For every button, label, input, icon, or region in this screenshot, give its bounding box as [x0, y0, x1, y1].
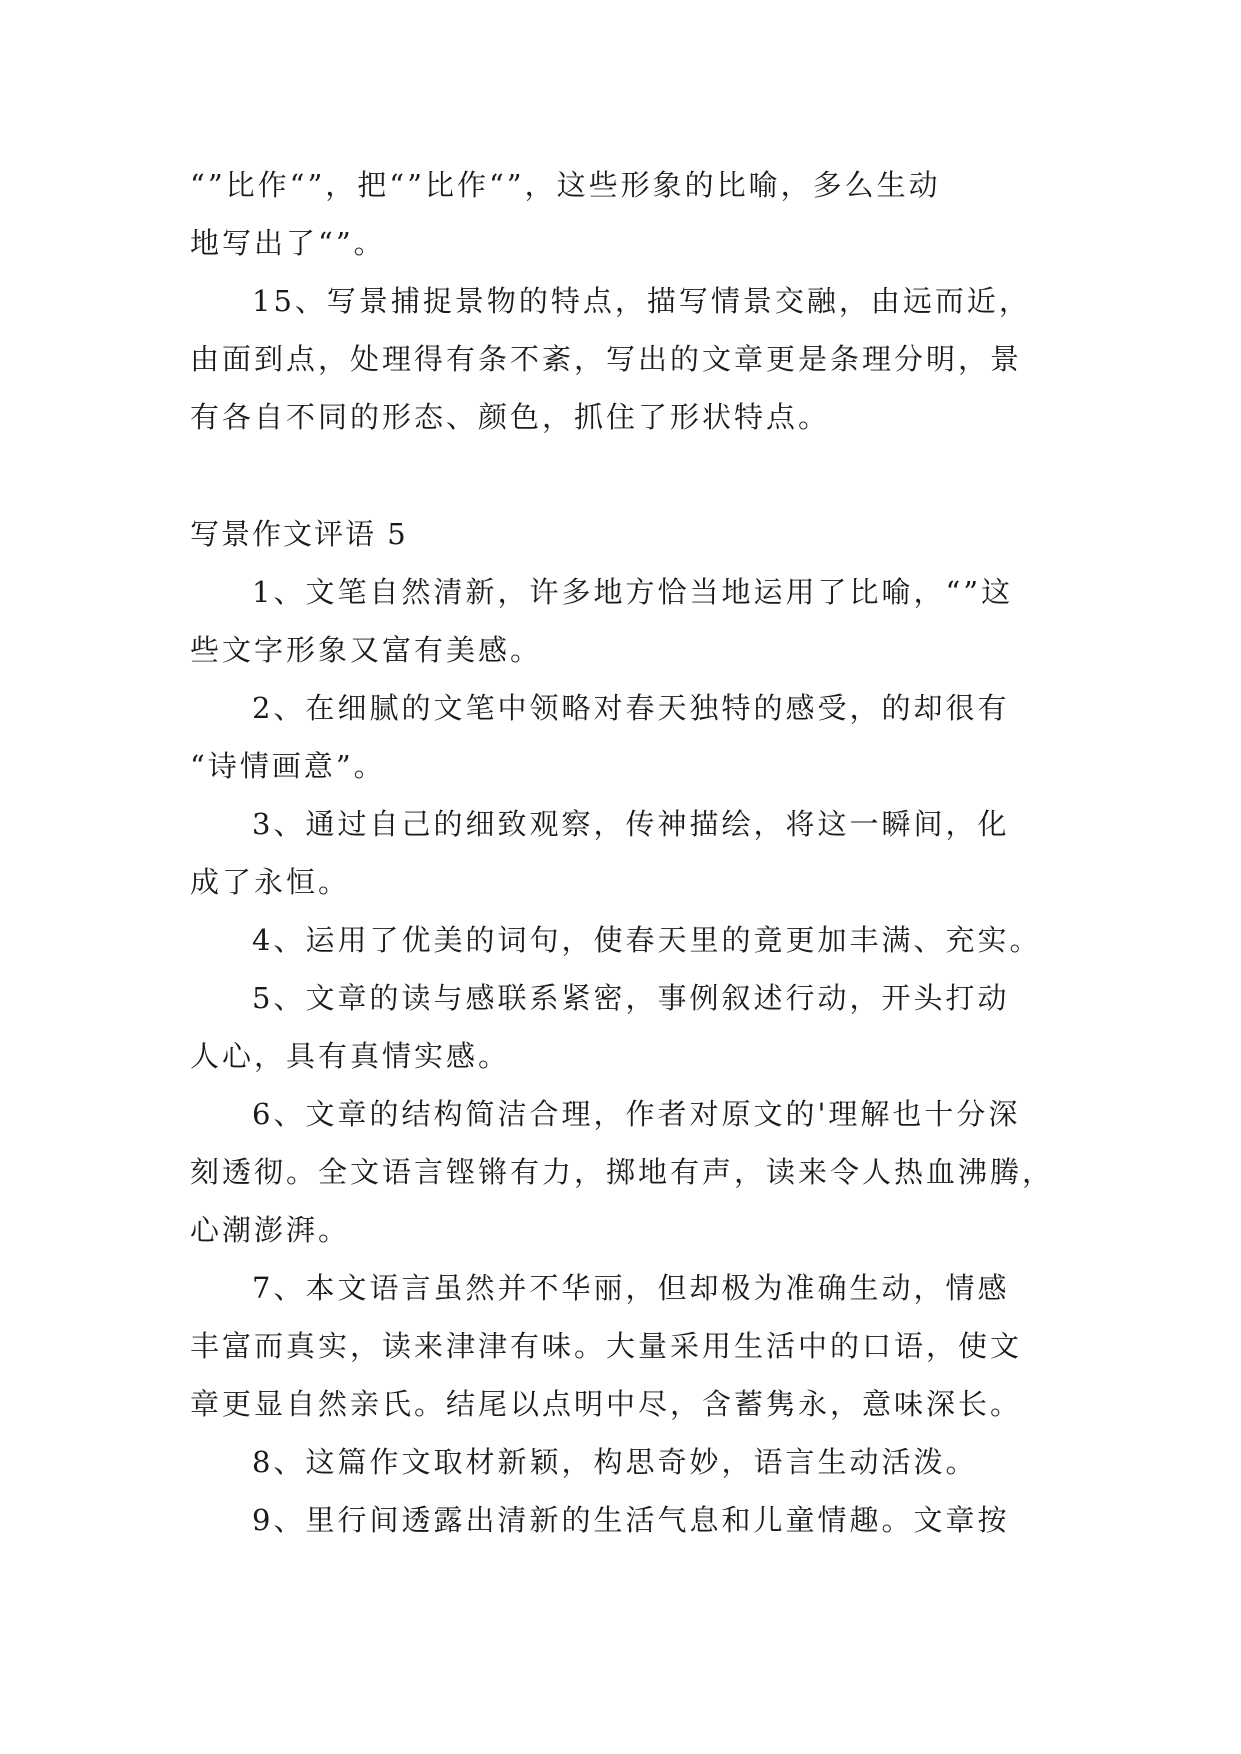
- text-line: 7、本文语言虽然并不华丽，但却极为准确生动，情感: [252, 1271, 1010, 1305]
- paragraph-item-4: [190, 911, 1070, 969]
- text-line: 丰富而真实，读来津津有味。大量采用生活中的口语，使文: [190, 1329, 1023, 1363]
- text-line: “诗情画意”。: [190, 749, 386, 783]
- text-line: 15、写景捕捉景物的特点，描写情景交融，由远而近，: [252, 284, 1031, 318]
- text-line: 9、里行间透露出清新的生活气息和儿童情趣。文章按: [252, 1503, 1010, 1537]
- paragraph-item-8: [190, 1433, 1070, 1491]
- text-line: 5、文章的读与感联系紧密，事例叙述行动，开头打动: [252, 981, 1010, 1015]
- text-line: 心潮澎湃。: [190, 1213, 351, 1247]
- paragraph-item-15: [190, 272, 1070, 446]
- text-line: 地写出了“”。: [190, 226, 386, 260]
- text-line: 人心，具有真情实感。: [190, 1039, 511, 1073]
- text-line: 8、这篇作文取材新颖，构思奇妙，语言生动活泼。: [252, 1445, 978, 1479]
- text-line: 章更显自然亲氏。结尾以点明中尽，含蓄隽永，意味深长。: [190, 1387, 1023, 1421]
- text-line: 3、通过自己的细致观察，传神描绘，将这一瞬间，化: [252, 807, 1010, 841]
- text-line: “”比作“”，把“”比作“”，这些形象的比喻，多么生动: [190, 168, 941, 202]
- text-line: 由面到点，处理得有条不紊，写出的文章更是条理分明，景: [190, 342, 1023, 376]
- text-line: 些文字形象又富有美感。: [190, 633, 543, 667]
- paragraph-item-6: [190, 1085, 1070, 1259]
- text-line: 成了永恒。: [190, 865, 351, 899]
- text-line: 刻透彻。全文语言铿锵有力，掷地有声，读来令人热血沸腾，: [190, 1155, 1055, 1189]
- paragraph-item-2: [190, 679, 1070, 795]
- paragraph-item-1: [190, 563, 1070, 679]
- text-line: 2、在细腻的文笔中领略对春天独特的感受，的却很有: [252, 691, 1010, 725]
- text-line: 1、文笔自然清新，许多地方恰当地运用了比喻，“”这: [252, 575, 1014, 609]
- paragraph-item-3: [190, 795, 1070, 911]
- text-line: 有各自不同的形态、颜色，抓住了形状特点。: [190, 400, 831, 434]
- text-line: 6、文章的结构简洁合理，作者对原文的'理解也十分深: [252, 1097, 1021, 1131]
- section-title: 写景作文评语 5: [190, 517, 408, 551]
- paragraph-continued: [190, 156, 1070, 272]
- paragraph-item-9: [190, 1491, 1070, 1549]
- paragraph-item-5: [190, 969, 1070, 1085]
- text-line: 4、运用了优美的词句，使春天里的竟更加丰满、充实。: [252, 923, 1042, 957]
- paragraph-item-7: [190, 1259, 1070, 1433]
